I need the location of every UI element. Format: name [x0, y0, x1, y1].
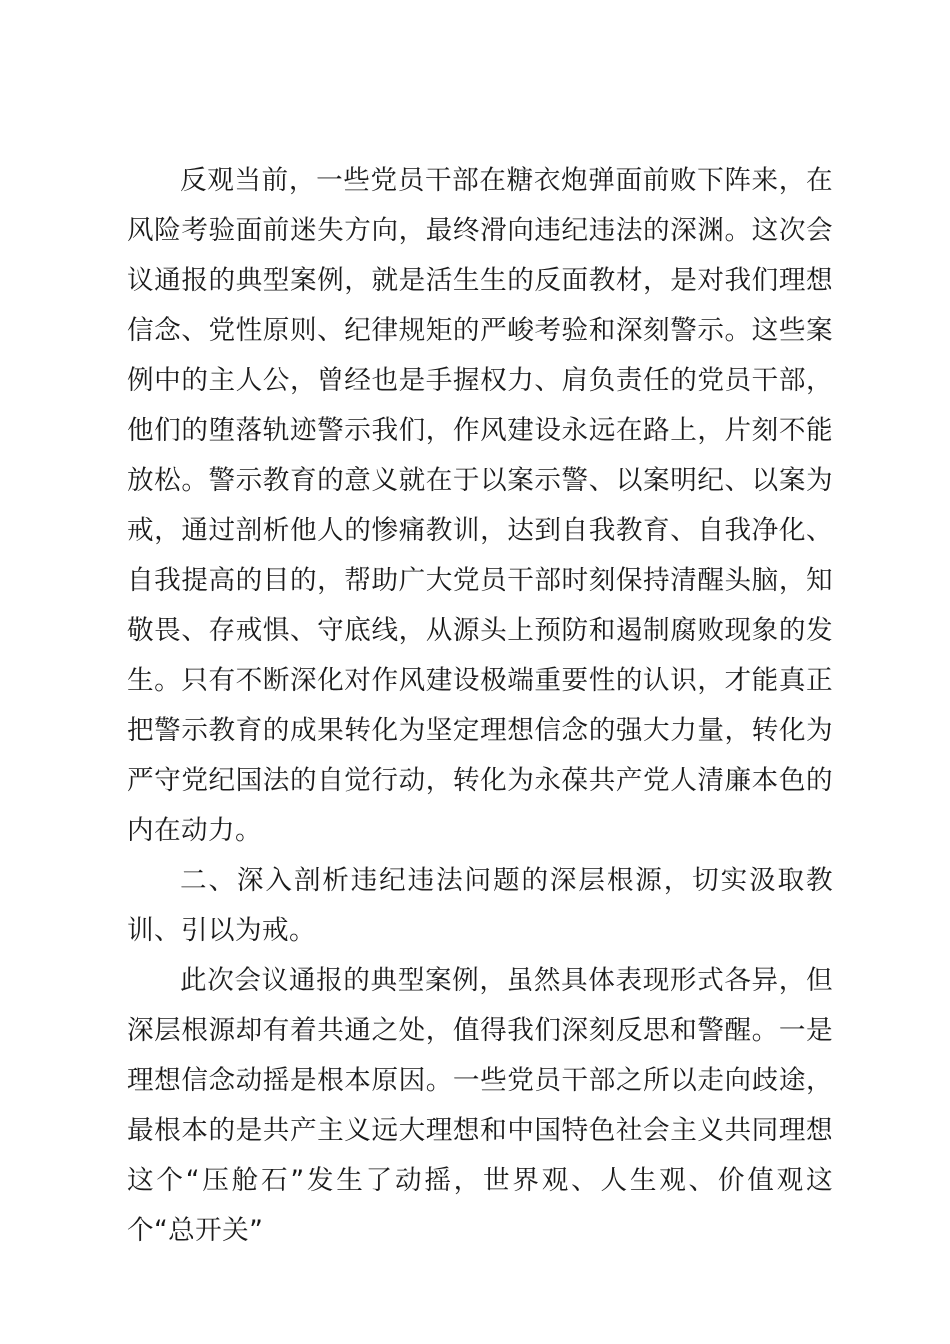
- paragraph-root-causes: 此次会议通报的典型案例，虽然具体表现形式各异，但深层根源却有着共通之处，值得我们深刻反思和警醒。一是理想信念动摇是根本原因。一些党员干部之所以走向歧途，最根本的是共产主义远大理想和中国特色社会主义共同理想这个“压舱石”发生了动摇，世界观、人生观、价值观这个“总开关”: [127, 965, 833, 1246]
- document-body: [127, 156, 833, 1256]
- section-heading-root-causes: 二、深入剖析违纪违法问题的深层根源，切实汲取教训、引以为戒。: [127, 865, 833, 946]
- paragraph-warning-education: 反观当前，一些党员干部在糖衣炮弹面前败下阵来，在风险考验面前迷失方向，最终滑向违纪违法的深渊。这次会议通报的典型案例，就是活生生的反面教材，是对我们理想信念、党性原则、纪律规矩的严峻考验和深刻警示。这些案例中的主人公，曾经也是手握权力、肩负责任的党员干部，他们的堕落轨迹警示我们，作风建设永远在路上，片刻不能放松。警示教育的意义就在于以案示警、以案明纪、以案为戒，通过剖析他人的惨痛教训，达到自我教育、自我净化、自我提高的目的，帮助广大党员干部时刻保持清醒头脑，知敬畏、存戒惧、守底线，从源头上预防和遏制腐败现象的发生。只有不断深化对作风建设极端重要性的认识，才能真正把警示教育的成果转化为坚定理想信念的强大力量，转化为严守党纪国法的自觉行动，转化为永葆共产党人清廉本色的内在动力。: [127, 165, 833, 846]
